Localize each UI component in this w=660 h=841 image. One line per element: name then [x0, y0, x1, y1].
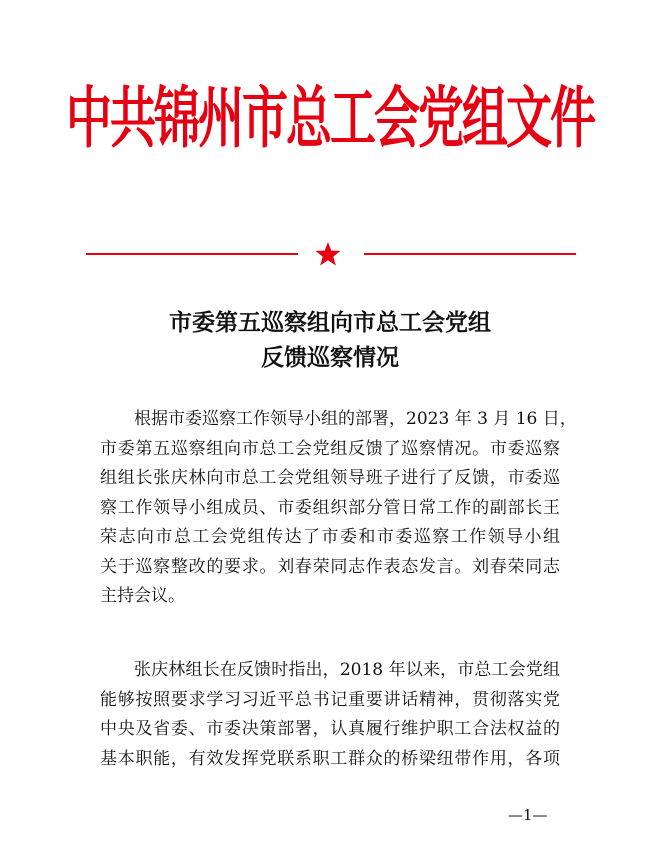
page-number: —1— [508, 806, 548, 824]
document-title-line-1: 市委第五巡察组向市总工会党组 [169, 309, 491, 336]
masthead-title: 中共锦州市总工会党组文件 [66, 78, 594, 157]
separator-line-right [364, 253, 576, 255]
paragraph-line: 张庆林组长在反馈时指出，2018 年以来，市总工会党组 [134, 660, 560, 680]
paragraph-line: 主持会议。 [100, 586, 185, 606]
separator-line-left [86, 253, 298, 255]
paragraph-line: 荣志向市总工会党组传达了市委和市委巡察工作领导小组 [100, 527, 560, 547]
paragraph-line: 市委第五巡察组向市总工会党组反馈了巡察情况。市委巡察 [100, 438, 560, 459]
paragraph-line: 能够按照要求学习习近平总书记重要讲话精神，贯彻落实党 [100, 689, 560, 710]
paragraph-line: 关于巡察整改的要求。刘春荣同志作表态发言。刘春荣同志 [100, 556, 560, 577]
body-paragraph-1 [100, 405, 577, 612]
body-paragraph-2 [100, 656, 560, 774]
star-icon [313, 241, 343, 267]
paragraph-line: 察工作领导小组成员、市委组织部分管日常工作的副部长王 [100, 497, 560, 518]
document-title-line-2: 反馈巡察情况 [261, 344, 399, 371]
paragraph-line: 基本职能，有效发挥党联系职工群众的桥梁纽带作用，各项 [100, 748, 560, 769]
paragraph-line: 组组长张庆林向市总工会党组领导班子进行了反馈，市委巡 [100, 468, 560, 488]
red-separator [86, 241, 576, 267]
paragraph-line: 根据市委巡察工作领导小组的部署，2023 年 3 月 16 日， [134, 409, 577, 429]
paragraph-line: 中央及省委、市委决策部署，认真履行维护职工合法权益的 [100, 719, 560, 739]
